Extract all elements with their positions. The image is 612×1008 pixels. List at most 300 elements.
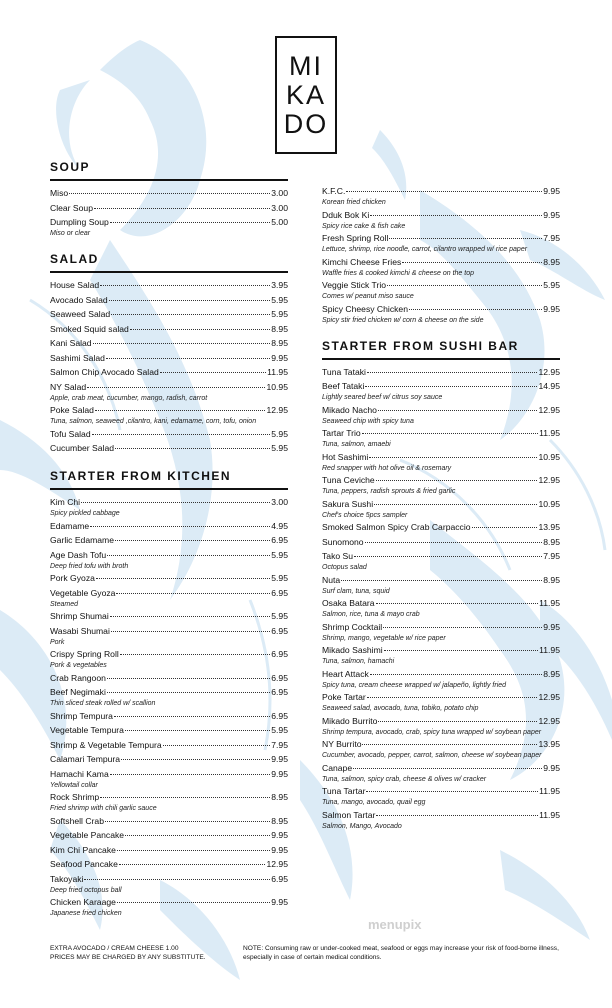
menu-item-description: Miso or clear xyxy=(50,230,91,237)
menu-item-name: Sashimi Salad xyxy=(50,352,105,363)
menu-item xyxy=(50,404,288,426)
menu-item xyxy=(50,308,288,321)
dot-leader xyxy=(111,631,270,632)
menu-item xyxy=(50,216,288,238)
menu-item-description: Tuna, salmon, hamachi xyxy=(322,658,395,665)
menu-item-price: 11.95 xyxy=(267,367,288,377)
menu-item xyxy=(322,644,560,666)
menu-item xyxy=(50,442,288,455)
menu-item-row xyxy=(322,644,560,657)
menu-item-row xyxy=(50,216,288,229)
menu-left-column xyxy=(50,160,288,920)
menu-item xyxy=(50,279,288,292)
menu-item-price: 8.95 xyxy=(543,536,560,547)
menu-item-description: Korean fried chicken xyxy=(322,199,386,206)
menu-item-price: 5.00 xyxy=(271,217,288,227)
menu-item-description: Deep fried tofu with broth xyxy=(50,562,129,570)
dot-leader xyxy=(120,654,270,655)
section-title: SOUP xyxy=(50,160,288,181)
dot-leader xyxy=(472,527,538,528)
section-title: STARTER FROM KITCHEN xyxy=(50,469,288,490)
dot-leader xyxy=(387,285,542,286)
menu-item-row xyxy=(322,574,560,587)
menu-item-price: 9.95 xyxy=(271,830,288,840)
menu-item-price: 8.95 xyxy=(543,574,560,585)
menu-item-name: Osaka Batara xyxy=(322,598,375,608)
menu-item xyxy=(50,323,288,336)
menu-item-name: Smoked Squid salad xyxy=(50,323,129,334)
dot-leader xyxy=(107,692,270,693)
menu-item-description: Shrimp, mango, vegetable w/ rice paper xyxy=(322,634,446,642)
menu-item-price: 6.95 xyxy=(271,625,288,636)
menu-item-row xyxy=(50,279,288,292)
menu-item-price: 9.95 xyxy=(543,621,560,632)
menu-item xyxy=(322,303,560,325)
menu-item-row xyxy=(322,404,560,417)
menu-item-row xyxy=(50,672,288,685)
menu-item-name: NY Salad xyxy=(50,381,87,392)
menu-item-price: 9.95 xyxy=(543,303,560,314)
menu-item xyxy=(50,549,288,571)
menu-item-name: Veggie Stick Trio xyxy=(322,280,387,290)
menu-item-name: Shrimp & Vegetable Tempura xyxy=(50,739,162,750)
dot-leader xyxy=(362,433,538,434)
menu-item-price: 9.95 xyxy=(543,186,560,196)
menu-item-price: 6.95 xyxy=(271,710,288,721)
menu-item-name: Sunomono xyxy=(322,536,364,547)
dot-leader xyxy=(110,222,271,223)
menu-item-row xyxy=(50,739,288,752)
menu-item-description: Salmon, Mango, Avocado xyxy=(322,822,402,830)
menu-item-row xyxy=(50,187,288,200)
menu-item-price: 12.95 xyxy=(266,859,288,869)
dot-leader xyxy=(402,262,542,263)
dot-leader xyxy=(81,502,270,503)
menu-item-description: Spicy pickled cabbage xyxy=(50,510,120,517)
logo-line-3: DO xyxy=(283,108,329,139)
menu-item xyxy=(322,521,560,534)
menu-item-name: NY Burrito xyxy=(322,739,362,749)
menu-item xyxy=(50,352,288,365)
dot-leader xyxy=(100,797,270,798)
dot-leader xyxy=(117,850,270,851)
menu-item-name: Shrimp Shumai xyxy=(50,611,109,621)
menu-item-row xyxy=(50,496,288,509)
menu-item-price: 5.95 xyxy=(271,725,288,735)
menu-item-row xyxy=(50,610,288,623)
menu-item xyxy=(50,337,288,350)
menu-item-row xyxy=(50,404,288,417)
menu-item-description: Octopus salad xyxy=(322,564,367,571)
menu-item-price: 10.95 xyxy=(538,451,560,462)
menu-item-name: Garlic Edamame xyxy=(50,535,114,545)
menu-item-name: Canape xyxy=(322,762,353,773)
menu-item xyxy=(322,574,560,596)
menu-item-price: 6.95 xyxy=(271,687,288,697)
menu-item xyxy=(50,739,288,752)
menu-item-row xyxy=(50,815,288,828)
menu-item-name: Shrimp Cocktail xyxy=(322,621,383,632)
menu-item xyxy=(322,209,560,231)
menu-item xyxy=(50,815,288,828)
menu-item-price: 12.95 xyxy=(266,405,288,415)
dot-leader xyxy=(100,285,270,286)
menu-item xyxy=(322,668,560,690)
menu-item-row xyxy=(50,442,288,455)
menu-item-price: 10.95 xyxy=(538,498,560,509)
menu-item-name: Cucumber Salad xyxy=(50,443,115,453)
menu-section xyxy=(50,252,288,455)
menu-item xyxy=(322,366,560,379)
menu-item-description: Thin sliced steak rolled w/ scallion xyxy=(50,700,156,707)
logo-line-2: KA xyxy=(285,79,327,110)
dot-leader xyxy=(125,730,270,731)
menu-item-row xyxy=(322,474,560,487)
dot-leader xyxy=(92,434,271,435)
menu-item-row xyxy=(322,366,560,379)
menu-item-name: Mikado Nacho xyxy=(322,404,377,415)
menu-item-name: Softshell Crab xyxy=(50,815,104,826)
section-title: STARTER FROM SUSHI BAR xyxy=(322,339,560,360)
menu-item-name: Mikado Sashimi xyxy=(322,645,383,655)
menu-item xyxy=(322,279,560,301)
menu-item-description: Red snapper with hot olive oil & rosemary xyxy=(322,464,452,472)
menu-item-price: 8.95 xyxy=(543,256,560,267)
menu-item-row xyxy=(322,715,560,728)
menu-item-name: Wasabi Shumai xyxy=(50,625,110,636)
menu-item-price: 7.95 xyxy=(543,233,560,243)
dot-leader xyxy=(370,215,542,216)
menu-item-name: Vegetable Pancake xyxy=(50,830,125,840)
menu-item xyxy=(50,381,288,403)
menu-item-row xyxy=(50,428,288,441)
menu-item-price: 10.95 xyxy=(266,381,288,392)
dot-leader xyxy=(121,759,270,760)
dot-leader xyxy=(96,578,270,579)
dot-leader xyxy=(90,526,270,527)
menu-item-name: Smoked Salmon Spicy Crab Carpaccio xyxy=(322,522,471,532)
menu-item-name: Hamachi Kama xyxy=(50,768,109,779)
dot-leader xyxy=(376,815,538,816)
menu-item xyxy=(50,587,288,609)
menu-item-row xyxy=(322,621,560,634)
menu-item-name: Takoyaki xyxy=(50,873,84,884)
menu-item-row xyxy=(50,873,288,886)
menu-item xyxy=(50,294,288,307)
dot-leader xyxy=(160,372,266,373)
menu-item xyxy=(50,768,288,790)
menu-item-name: Sakura Sushi xyxy=(322,498,374,509)
menu-item xyxy=(322,691,560,713)
menu-item-description: Tuna, salmon, spicy crab, cheese & olives w/ cracker xyxy=(322,775,487,783)
menu-item-row xyxy=(50,844,288,857)
menu-item-row xyxy=(322,380,560,393)
menu-item-row xyxy=(322,303,560,316)
dot-leader xyxy=(107,678,270,679)
menu-item-row xyxy=(50,587,288,600)
menu-item-description: Shrimp tempura, avocado, crab, spicy tuna wrapped w/ soybean paper xyxy=(322,728,542,736)
menu-item-row xyxy=(50,323,288,336)
menu-item-row xyxy=(322,785,560,798)
dot-leader xyxy=(341,580,542,581)
menu-right-column xyxy=(322,185,560,832)
menu-item-name: Kim Chi xyxy=(50,497,81,507)
dot-leader xyxy=(383,627,542,628)
menu-item-price: 4.95 xyxy=(271,520,288,531)
menu-item-name: Salmon Tartar xyxy=(322,809,376,820)
dot-leader xyxy=(125,835,270,836)
menu-item-description: Steamed xyxy=(50,600,79,608)
menu-item-price: 3.95 xyxy=(271,280,288,290)
menu-item-description: Japanese fried chicken xyxy=(50,910,122,917)
menu-item-price: 9.95 xyxy=(271,897,288,907)
menu-item-name: Fresh Spring Roll xyxy=(322,233,389,243)
menu-item-name: K.F.C. xyxy=(322,186,346,196)
menu-item xyxy=(322,715,560,737)
menu-item xyxy=(50,896,288,918)
menu-item-name: House Salad xyxy=(50,280,100,290)
dot-leader xyxy=(389,238,542,239)
menu-item-description: Waffle fries & cooked kimchi & cheese on the top xyxy=(322,269,475,277)
menu-item-price: 7.95 xyxy=(271,739,288,750)
menu-item-price: 6.95 xyxy=(271,535,288,545)
menu-item-price: 11.95 xyxy=(539,786,560,796)
menu-item-price: 9.95 xyxy=(271,844,288,855)
menu-item xyxy=(322,185,560,207)
menu-item xyxy=(322,498,560,520)
menu-item-row xyxy=(322,232,560,245)
footer-extra-line-1: EXTRA AVOCADO / CREAM CHEESE 1.00 xyxy=(50,945,179,952)
menu-item-row xyxy=(50,858,288,871)
dot-leader xyxy=(110,774,271,775)
menu-item-price: 8.95 xyxy=(271,815,288,826)
menu-item-row xyxy=(50,534,288,547)
dot-leader xyxy=(365,542,543,543)
menu-item-price: 6.95 xyxy=(271,672,288,683)
menu-item xyxy=(322,232,560,254)
menu-item xyxy=(322,404,560,426)
menu-item-price: 6.95 xyxy=(271,587,288,598)
menu-item-description: Seaweed salad, avocado, tuna, tobiko, potato chip xyxy=(322,705,479,712)
menu-item xyxy=(322,550,560,572)
footer-health-note: NOTE: Consuming raw or under-cooked meat, seafood or eggs may increase your risk of food-borne illness, especially in case of certain medical conditions. xyxy=(243,945,559,961)
dot-leader xyxy=(354,556,542,557)
menu-item-price: 9.95 xyxy=(543,762,560,773)
menu-item xyxy=(322,451,560,473)
menu-section xyxy=(50,160,288,238)
menu-item xyxy=(50,858,288,871)
menu-item xyxy=(50,534,288,547)
menu-item-price: 5.95 xyxy=(271,443,288,453)
menu-item-row xyxy=(322,762,560,775)
menu-item-name: Tartar Trio xyxy=(322,428,361,438)
menu-item xyxy=(322,762,560,784)
menu-item-name: Seafood Pancake xyxy=(50,859,118,869)
menu-item xyxy=(50,496,288,518)
dot-leader xyxy=(366,791,538,792)
menu-item-name: Kimchi Cheese Fries xyxy=(322,256,402,267)
dot-leader xyxy=(94,208,270,209)
menu-item xyxy=(50,428,288,441)
menu-item-description: Deep fried octopus ball xyxy=(50,886,122,894)
menu-item-row xyxy=(50,724,288,737)
dot-leader xyxy=(409,309,542,310)
menu-item-row xyxy=(50,366,288,379)
menu-item-price: 11.95 xyxy=(539,645,560,655)
dot-leader xyxy=(119,864,266,865)
dot-leader xyxy=(376,480,538,481)
menu-item-name: Poke Salad xyxy=(50,405,94,415)
menu-item-price: 3.00 xyxy=(271,202,288,213)
menu-item-price: 5.95 xyxy=(271,573,288,583)
footer-extra-line-2: PRICES MAY BE CHARGED BY ANY SUBSTITUTE. xyxy=(50,954,206,961)
menu-item-row xyxy=(322,427,560,440)
dot-leader xyxy=(367,372,538,373)
menu-item xyxy=(322,809,560,831)
menu-item-row xyxy=(50,352,288,365)
menu-item-description: Seaweed chip with spicy tuna xyxy=(322,417,414,425)
menu-item-description: Yellowtail collar xyxy=(50,781,98,789)
menu-section xyxy=(322,185,560,325)
menu-item-description: Spicy stir fried chicken w/ corn & cheese on the side xyxy=(322,316,484,324)
menu-item-description: Spicy tuna, cream cheese wrapped w/ jalapeño, lightly fried xyxy=(322,681,507,689)
footer-extra-note xyxy=(50,944,240,962)
menu-item-price: 5.95 xyxy=(271,309,288,319)
menu-item-description: Fried shrimp with chili garlic sauce xyxy=(50,805,157,812)
menu-item-name: Calamari Tempura xyxy=(50,754,121,764)
menu-item-price: 8.95 xyxy=(271,792,288,802)
menu-item-name: Clear Soup xyxy=(50,202,93,213)
menu-item-row xyxy=(322,809,560,822)
dot-leader xyxy=(384,650,538,651)
dot-leader xyxy=(346,191,542,192)
menu-item xyxy=(322,380,560,402)
menu-item-row xyxy=(50,202,288,215)
dot-leader xyxy=(107,555,270,556)
menu-item-row xyxy=(322,185,560,198)
menu-item-row xyxy=(322,279,560,292)
menu-item-name: Vegetable Gyoza xyxy=(50,587,116,598)
menu-item-description: Pork & vegetables xyxy=(50,662,107,669)
menu-item xyxy=(50,672,288,685)
menu-item-price: 8.95 xyxy=(271,323,288,334)
menu-item-price: 12.95 xyxy=(538,366,560,377)
menu-item xyxy=(50,753,288,766)
dot-leader xyxy=(115,540,270,541)
menu-item-price: 12.95 xyxy=(538,692,560,702)
dot-leader xyxy=(365,386,537,387)
menu-item xyxy=(322,474,560,496)
dot-leader xyxy=(367,697,538,698)
dot-leader xyxy=(93,343,271,344)
menu-item-name: Nuta xyxy=(322,574,341,585)
menu-item xyxy=(50,625,288,647)
menu-item-row xyxy=(50,791,288,804)
dot-leader xyxy=(117,902,270,903)
menu-item-price: 5.95 xyxy=(271,611,288,621)
menu-item-name: Miso xyxy=(50,188,69,198)
menu-item-price: 11.95 xyxy=(539,598,560,608)
dot-leader xyxy=(105,821,270,822)
menu-item-row xyxy=(50,710,288,723)
menu-item-row xyxy=(322,256,560,269)
menu-item xyxy=(50,791,288,813)
menu-item xyxy=(50,710,288,723)
dot-leader xyxy=(87,387,265,388)
menu-item-price: 8.95 xyxy=(271,338,288,348)
menu-item-price: 6.95 xyxy=(271,873,288,884)
menu-item-name: Shrimp Tempura xyxy=(50,710,113,721)
dot-leader xyxy=(362,744,537,745)
menu-item xyxy=(50,572,288,585)
dot-leader xyxy=(353,768,542,769)
menu-item-price: 9.95 xyxy=(543,209,560,220)
menu-item-name: Mikado Burrito xyxy=(322,715,378,726)
menu-item-description: Chef's choice 5pcs sampler xyxy=(322,511,408,519)
menu-item-description: Apple, crab meat, cucumber, mango, radish, carrot xyxy=(50,394,208,402)
dot-leader xyxy=(130,329,270,330)
menu-item-row xyxy=(50,625,288,638)
menu-item-name: Hot Sashimi xyxy=(322,451,369,462)
menu-item-name: Tofu Salad xyxy=(50,428,91,439)
menu-item xyxy=(50,202,288,215)
menu-item-name: Avocado Salad xyxy=(50,294,108,305)
menu-item-row xyxy=(322,550,560,563)
menu-item-description: Tuna, mango, avocado, quail egg xyxy=(322,799,426,806)
menu-item xyxy=(50,648,288,670)
menu-item xyxy=(322,427,560,449)
dot-leader xyxy=(111,314,270,315)
menu-item-name: Tuna Ceviche xyxy=(322,475,375,485)
menupix-watermark: menupix xyxy=(368,917,422,932)
dot-leader xyxy=(69,193,270,194)
menu-item-row xyxy=(50,308,288,321)
menu-item-price: 12.95 xyxy=(538,715,560,726)
menu-item-name: Rock Shrimp xyxy=(50,792,100,802)
menu-item-name: Pork Gyoza xyxy=(50,573,95,583)
dot-leader xyxy=(116,593,270,594)
menu-item-row xyxy=(50,753,288,766)
menu-item-name: Spicy Cheesy Chicken xyxy=(322,303,408,314)
menu-item xyxy=(50,829,288,842)
menu-item-row xyxy=(322,691,560,704)
menu-item-row xyxy=(322,738,560,751)
menu-item xyxy=(322,256,560,278)
menu-item-price: 5.95 xyxy=(271,428,288,439)
menu-item-name: Tako Su xyxy=(322,551,354,561)
menu-item-row xyxy=(50,572,288,585)
menu-item-price: 14.95 xyxy=(538,381,560,391)
dot-leader xyxy=(106,358,270,359)
menu-item-description: Surf clam, tuna, squid xyxy=(322,587,390,595)
dot-leader xyxy=(370,674,542,675)
menu-item-price: 12.95 xyxy=(538,404,560,415)
dot-leader xyxy=(378,721,537,722)
menu-item-price: 3.00 xyxy=(271,497,288,507)
menu-item-row xyxy=(322,536,560,549)
dot-leader xyxy=(163,745,271,746)
menu-item-description: Cucumber, avocado, pepper, carrot, salmon, cheese w/ soybean paper xyxy=(322,752,542,759)
menu-item-name: Seaweed Salad xyxy=(50,309,111,319)
menu-item-row xyxy=(322,498,560,511)
dot-leader xyxy=(376,603,539,604)
dot-leader xyxy=(374,504,537,505)
menu-item-price: 13.95 xyxy=(538,522,560,532)
menu-item-row xyxy=(50,686,288,699)
menu-item-name: Age Dash Tofu xyxy=(50,549,107,560)
menu-item-description: Tuna, salmon, amaebi xyxy=(322,441,391,448)
menu-item-row xyxy=(322,668,560,681)
